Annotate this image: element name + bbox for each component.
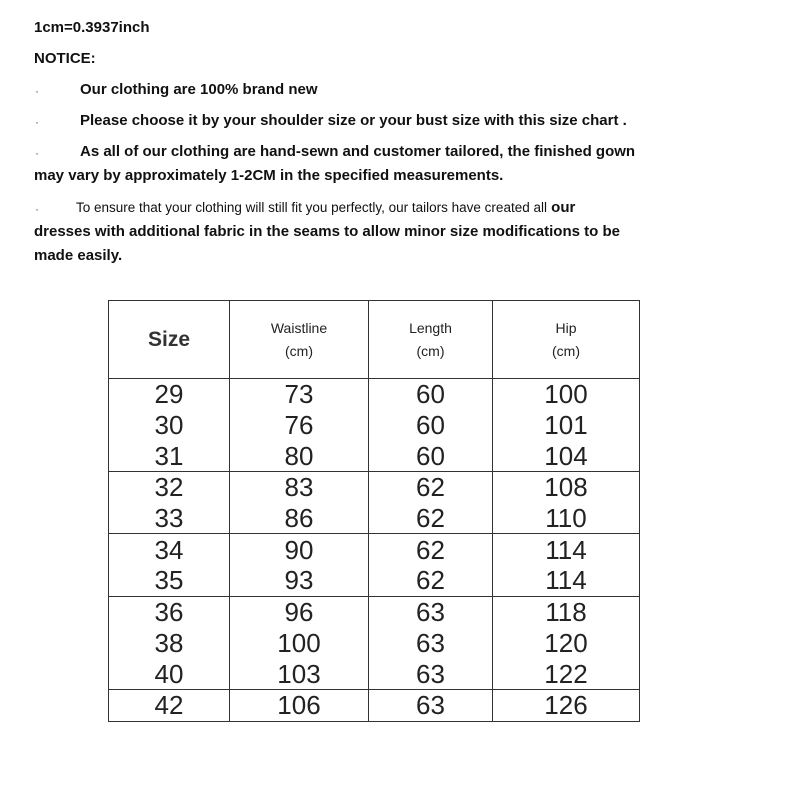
cell-length: 62 [369,534,493,565]
cell-length: 62 [369,565,493,596]
header-waistline-unit: (cm) [285,342,313,359]
cell-size: 30 [109,410,230,441]
cell-length: 63 [369,596,493,627]
cell-length: 63 [369,689,493,721]
cell-waistline: 103 [230,658,369,689]
cell-waistline: 106 [230,689,369,721]
cell-length: 60 [369,379,493,410]
cell-waistline: 96 [230,596,369,627]
cell-waistline: 76 [230,410,369,441]
table-row [109,534,640,565]
cell-hip: 122 [493,658,640,689]
conversion-note: 1cm=0.3937inch [34,19,150,36]
table-row [109,596,640,627]
header-hip-unit: (cm) [552,342,580,359]
cell-hip: 126 [493,689,640,721]
header-hip [493,301,640,379]
cell-size: 32 [109,472,230,503]
cell-hip: 114 [493,534,640,565]
cell-length: 62 [369,472,493,503]
notice-item-2: Please choose it by your shoulder size or your bust size with this size chart . [80,112,627,129]
cell-size: 42 [109,689,230,721]
cell-length: 63 [369,628,493,659]
cell-length: 63 [369,658,493,689]
cell-hip: 110 [493,503,640,534]
cell-waistline: 100 [230,628,369,659]
bullet-2: · [35,115,39,129]
cell-size: 35 [109,565,230,596]
table-row [109,472,640,503]
table-row [109,658,640,689]
notice-item-3-cont: may vary by approximately 1-2CM in the specified measurements. [34,167,504,184]
cell-waistline: 93 [230,565,369,596]
cell-size: 29 [109,379,230,410]
cell-size: 36 [109,596,230,627]
cell-length: 62 [369,503,493,534]
notice-item-4 [76,199,575,217]
cell-waistline: 80 [230,440,369,471]
cell-size: 34 [109,534,230,565]
size-chart-table [108,300,640,722]
cell-size: 38 [109,628,230,659]
cell-size: 33 [109,503,230,534]
header-size-label: Size [147,328,191,351]
cell-size: 31 [109,440,230,471]
cell-waistline: 83 [230,472,369,503]
table-row [109,628,640,659]
notice-item-1: Our clothing are 100% brand new [80,81,318,98]
header-hip-label: Hip [555,319,577,336]
notice-item-4-our: our [551,199,576,216]
table-row [109,379,640,410]
notice-item-4-text: To ensure that your clothing will still fit you perfectly, our tailors have created all [76,200,547,215]
cell-hip: 120 [493,628,640,659]
table-row [109,689,640,721]
cell-hip: 114 [493,565,640,596]
cell-hip: 104 [493,440,640,471]
cell-waistline: 73 [230,379,369,410]
table-row [109,565,640,596]
notice-item-3: As all of our clothing are hand-sewn and customer tailored, the finished gown [80,143,636,160]
header-length-unit: (cm) [416,342,445,359]
notice-item-4-end: made easily. [34,247,123,264]
cell-size: 40 [109,658,230,689]
header-waistline-label: Waistline [270,319,328,336]
header-length [369,301,493,379]
cell-waistline: 86 [230,503,369,534]
header-length-label: Length [409,319,452,336]
table-row [109,440,640,471]
cell-hip: 101 [493,410,640,441]
cell-hip: 100 [493,379,640,410]
bullet-3: · [35,146,39,160]
cell-length: 60 [369,440,493,471]
bullet-1: · [35,84,39,98]
cell-length: 60 [369,410,493,441]
cell-waistline: 90 [230,534,369,565]
table-row [109,503,640,534]
table-header-row [109,301,640,379]
header-waistline [230,301,369,379]
cell-hip: 118 [493,596,640,627]
table-row [109,410,640,441]
notice-title: NOTICE: [34,50,96,67]
cell-hip: 108 [493,472,640,503]
notice-item-4-cont: dresses with additional fabric in the seams to allow minor size modifications to be [34,223,620,240]
bullet-4: · [35,202,39,216]
header-size [109,301,230,379]
